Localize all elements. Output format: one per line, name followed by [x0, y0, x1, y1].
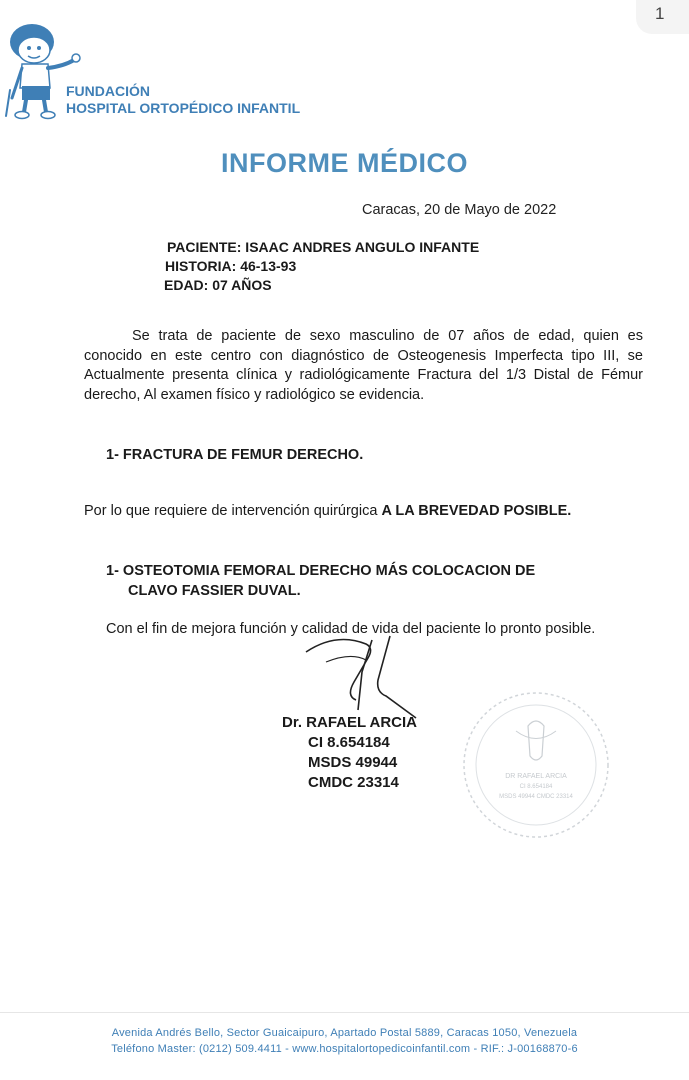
- footer-address: Avenida Andrés Bello, Sector Guaicaipuro, Apartado Postal 5889, Caracas 1050, Venezuela: [111, 1027, 578, 1039]
- doctor-block: [282, 713, 417, 793]
- footer-contact: Teléfono Master: (0212) 509.4411 - www.hospitalortopedicoinfantil.com - RIF.: J-00168870-6: [111, 1043, 578, 1055]
- closing-paragraph: Con el fin de mejora función y calidad de vida del paciente lo pronto posible.: [106, 621, 596, 637]
- doctor-name: Dr. RAFAEL ARCIA: [282, 714, 418, 731]
- document-title: INFORME MÉDICO: [221, 148, 468, 178]
- organization-line-1: FUNDACIÓN: [66, 83, 150, 99]
- patient-age: EDAD: 07 AÑOS: [164, 277, 272, 293]
- patient-info: [164, 238, 479, 295]
- procedure-line-2: CLAVO FASSIER DUVAL.: [128, 583, 301, 599]
- surgery-requirement-paragraph: [84, 502, 643, 522]
- organization-name: [66, 83, 300, 117]
- doctor-msds: MSDS 49944: [308, 754, 398, 771]
- svg-text:CI 8.654184: CI 8.654184: [519, 784, 553, 790]
- procedure-item: [106, 561, 643, 601]
- svg-text:MSDS 49944 CMDC 23314: MSDS 49944 CMDC 23314: [499, 794, 573, 800]
- doctor-signature: [296, 622, 426, 722]
- patient-history: HISTORIA: 46-13-93: [165, 258, 297, 274]
- patient-name: PACIENTE: ISAAC ANDRES ANGULO INFANTE: [167, 239, 480, 255]
- official-stamp: [456, 686, 616, 844]
- diagnosis-item: 1- FRACTURA DE FEMUR DERECHO.: [106, 447, 364, 463]
- doctor-cmdc: CMDC 23314: [308, 774, 399, 791]
- surgery-requirement-text: Por lo que requiere de intervención quirúrgica: [84, 503, 382, 519]
- clinical-summary-paragraph: Se trata de paciente de sexo masculino de 07 años de edad, quien es conocido en este centro con diagnóstico de Osteogenesis Imperfecta tipo III, se Actualmente presenta clínica y radiológicamente Fractura del 1/3 Distal de Fémur derecho, Al examen físico y radiológico se evidencia.: [84, 328, 643, 403]
- report-date: Caracas, 20 de Mayo de 2022: [362, 202, 557, 218]
- page-number: 1: [655, 4, 665, 23]
- doctor-ci: CI 8.654184: [308, 734, 390, 751]
- urgency-text: A LA BREVEDAD POSIBLE.: [381, 503, 572, 519]
- stamp-text: DR RAFAEL ARCIA: [505, 773, 567, 780]
- footer-divider: [0, 1012, 689, 1013]
- organization-line-2: HOSPITAL ORTOPÉDICO INFANTIL: [66, 100, 301, 116]
- footer: [0, 1025, 689, 1057]
- procedure-line-1: 1- OSTEOTOMIA FEMORAL DERECHO MÁS COLOCACION DE: [106, 563, 536, 579]
